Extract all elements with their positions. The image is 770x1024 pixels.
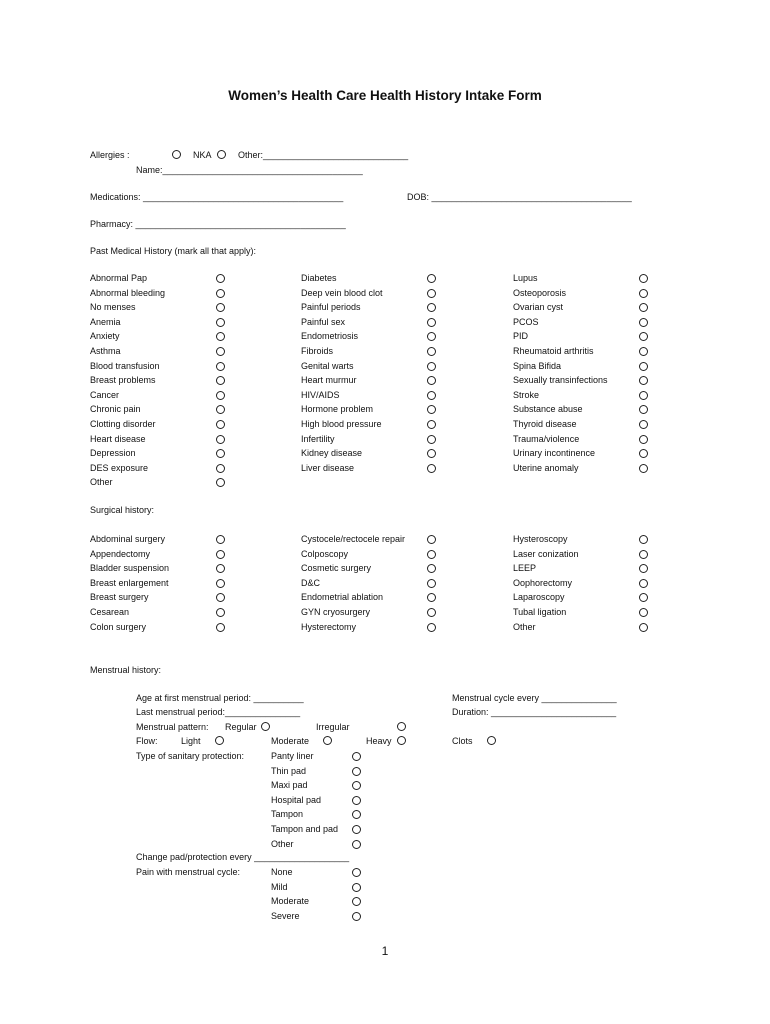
surgery-label: Cystocele/rectocele repair <box>301 534 406 544</box>
surgery-radio[interactable] <box>427 579 436 588</box>
condition-radio[interactable] <box>639 318 648 327</box>
surgery-radio[interactable] <box>427 550 436 559</box>
condition-radio[interactable] <box>639 435 648 444</box>
condition-label: Kidney disease <box>301 448 363 459</box>
pain-option-radio[interactable] <box>352 883 361 892</box>
pain-label: Pain with menstrual cycle: <box>136 867 241 877</box>
regular-radio[interactable] <box>261 722 270 731</box>
condition-label: Genital warts <box>301 360 354 371</box>
condition-label: Fibroids <box>301 346 334 356</box>
past-medical-heading: Past Medical History (mark all that apply): <box>90 246 257 256</box>
surgery-label: Breast surgery <box>90 592 149 603</box>
condition-radio[interactable] <box>639 376 648 385</box>
surgery-radio[interactable] <box>639 535 648 544</box>
condition-label: Sexually transinfections <box>513 375 608 386</box>
sanitary-option-radio[interactable] <box>352 840 361 849</box>
surgery-label: Oophorectomy <box>513 577 573 588</box>
condition-label: Thyroid disease <box>513 419 577 429</box>
medications-field[interactable]: Medications: ________________________________________ <box>90 192 344 202</box>
sanitary-option-label: Hospital pad <box>271 794 322 805</box>
pain-option-label: Moderate <box>271 896 310 907</box>
surgery-label: Cosmetic surgery <box>301 563 372 574</box>
surgery-radio[interactable] <box>427 623 436 632</box>
sanitary-option-label: Maxi pad <box>271 780 308 791</box>
condition-radio[interactable] <box>216 391 225 400</box>
surgery-radio[interactable] <box>216 550 225 559</box>
condition-label: Liver disease <box>301 462 355 473</box>
condition-label: Rheumatoid arthritis <box>513 346 594 356</box>
condition-radio[interactable] <box>427 332 436 341</box>
condition-radio[interactable] <box>216 274 225 283</box>
surgery-radio[interactable] <box>216 593 225 602</box>
condition-radio[interactable] <box>216 347 225 356</box>
condition-radio[interactable] <box>216 376 225 385</box>
surgery-radio[interactable] <box>639 564 648 573</box>
surgery-radio[interactable] <box>216 608 225 617</box>
sanitary-option-radio[interactable] <box>352 781 361 790</box>
pain-option-radio[interactable] <box>352 897 361 906</box>
condition-radio[interactable] <box>639 420 648 429</box>
surgery-radio[interactable] <box>216 623 225 632</box>
surgery-label: Colon surgery <box>90 621 147 632</box>
condition-radio[interactable] <box>216 449 225 458</box>
condition-label: Chronic pain <box>90 404 141 415</box>
pharmacy-field[interactable]: Pharmacy: __________________________________________ <box>90 219 346 229</box>
condition-label: Lupus <box>513 273 538 283</box>
condition-label: Blood transfusion <box>90 360 160 371</box>
sanitary-option-label: Tampon <box>271 809 304 820</box>
irregular-label: Irregular <box>316 722 350 732</box>
pain-option-label: None <box>271 867 293 877</box>
heavy-radio[interactable] <box>397 736 406 745</box>
other-allergy-radio[interactable] <box>217 150 226 159</box>
surgery-label: Other <box>513 621 536 632</box>
page-number: 1 <box>381 944 389 958</box>
condition-radio[interactable] <box>639 391 648 400</box>
condition-radio[interactable] <box>639 449 648 458</box>
condition-label: Infertility <box>301 433 335 444</box>
condition-label: Abnormal Pap <box>90 273 148 283</box>
pain-option-label: Severe <box>271 910 300 921</box>
condition-label: Cancer <box>90 389 120 400</box>
condition-label: Substance abuse <box>513 404 583 415</box>
moderate-flow-radio[interactable] <box>323 736 332 745</box>
condition-label: Heart disease <box>90 433 146 444</box>
pattern-label: Menstrual pattern: <box>136 722 209 732</box>
condition-label: Abnormal bleeding <box>90 287 166 298</box>
surgery-label: Tubal ligation <box>513 607 567 617</box>
heavy-label: Heavy <box>366 736 392 746</box>
condition-label: HIV/AIDS <box>301 389 340 400</box>
condition-radio[interactable] <box>216 478 225 487</box>
surgery-radio[interactable] <box>639 623 648 632</box>
surgery-label: D&C <box>301 577 321 588</box>
condition-radio[interactable] <box>639 289 648 298</box>
pain-option-radio[interactable] <box>352 912 361 921</box>
last-period-field[interactable]: Last menstrual period:_______________ <box>136 707 301 717</box>
clots-radio[interactable] <box>487 736 496 745</box>
condition-radio[interactable] <box>427 274 436 283</box>
condition-label: No menses <box>90 302 136 313</box>
surgical-heading: Surgical history: <box>90 505 155 515</box>
surgery-radio[interactable] <box>427 593 436 602</box>
condition-radio[interactable] <box>216 362 225 371</box>
moderate-flow-label: Moderate <box>271 736 310 746</box>
allergies-label: Allergies : <box>90 150 130 160</box>
sanitary-option-label: Panty liner <box>271 751 314 761</box>
change-pad-field[interactable]: Change pad/protection every ___________________ <box>136 852 350 862</box>
regular-label: Regular <box>225 722 257 732</box>
condition-radio[interactable] <box>639 405 648 414</box>
condition-radio[interactable] <box>216 318 225 327</box>
pain-option-label: Mild <box>271 881 288 892</box>
surgery-radio[interactable] <box>639 593 648 602</box>
condition-label: Heart murmur <box>301 375 357 386</box>
irregular-radio[interactable] <box>397 722 406 731</box>
condition-label: Endometriosis <box>301 331 359 342</box>
condition-label: Deep vein blood clot <box>301 287 383 298</box>
condition-label: DES exposure <box>90 462 149 473</box>
surgery-label: Cesarean <box>90 607 130 617</box>
condition-label: PCOS <box>513 316 539 327</box>
condition-radio[interactable] <box>216 435 225 444</box>
condition-radio[interactable] <box>427 405 436 414</box>
condition-radio[interactable] <box>216 289 225 298</box>
condition-label: Other <box>90 477 113 488</box>
condition-label: High blood pressure <box>301 419 382 429</box>
sanitary-option-radio[interactable] <box>352 767 361 776</box>
sanitary-option-radio[interactable] <box>352 825 361 834</box>
surgery-label: Endometrial ablation <box>301 592 384 603</box>
condition-radio[interactable] <box>639 464 648 473</box>
condition-radio[interactable] <box>427 464 436 473</box>
surgery-label: LEEP <box>513 563 537 574</box>
condition-label: Trauma/violence <box>513 433 580 444</box>
surgery-label: Laparoscopy <box>513 592 565 603</box>
condition-label: Painful sex <box>301 316 346 327</box>
light-label: Light <box>181 736 201 746</box>
condition-label: Stroke <box>513 389 540 400</box>
condition-label: Anemia <box>90 316 121 327</box>
pain-option-radio[interactable] <box>352 868 361 877</box>
surgery-label: Breast enlargement <box>90 577 169 588</box>
surgery-radio[interactable] <box>639 579 648 588</box>
surgery-label: Hysterectomy <box>301 621 357 632</box>
condition-radio[interactable] <box>216 332 225 341</box>
surgery-radio[interactable] <box>639 550 648 559</box>
cycle-every-field[interactable]: Menstrual cycle every _______________ <box>452 693 617 703</box>
clots-label: Clots <box>452 736 473 746</box>
condition-radio[interactable] <box>427 318 436 327</box>
allergy-name-field[interactable]: Name:________________________________________ <box>136 165 363 175</box>
surgery-label: Abdominal surgery <box>90 534 166 544</box>
condition-radio[interactable] <box>216 405 225 414</box>
nka-radio[interactable] <box>172 150 181 159</box>
menstrual-heading: Menstrual history: <box>90 665 162 675</box>
flow-label: Flow: <box>136 736 158 746</box>
condition-radio[interactable] <box>427 435 436 444</box>
condition-label: Asthma <box>90 346 121 356</box>
surgery-radio[interactable] <box>427 535 436 544</box>
surgery-radio[interactable] <box>216 564 225 573</box>
page-title: Women’s Health Care Health History Intake Form <box>228 88 542 103</box>
surgery-radio[interactable] <box>639 608 648 617</box>
dob-field[interactable]: DOB: ________________________________________ <box>407 192 632 202</box>
condition-label: Urinary incontinence <box>513 448 596 459</box>
sanitary-option-label: Thin pad <box>271 765 307 776</box>
condition-label: Anxiety <box>90 331 120 342</box>
condition-label: Hormone problem <box>301 404 374 415</box>
sanitary-option-radio[interactable] <box>352 810 361 819</box>
condition-radio[interactable] <box>639 347 648 356</box>
condition-label: Painful periods <box>301 302 361 313</box>
condition-radio[interactable] <box>427 420 436 429</box>
nka-label: NKA <box>193 150 212 160</box>
surgery-label: Laser conization <box>513 548 579 559</box>
condition-radio[interactable] <box>427 362 436 371</box>
surgery-radio[interactable] <box>427 608 436 617</box>
sanitary-option-radio[interactable] <box>352 796 361 805</box>
surgery-label: GYN cryosurgery <box>301 607 371 617</box>
condition-radio[interactable] <box>639 362 648 371</box>
surgery-label: Colposcopy <box>301 548 349 559</box>
age-first-period-field[interactable]: Age at first menstrual period: __________ <box>136 693 304 703</box>
sanitary-option-radio[interactable] <box>352 752 361 761</box>
condition-radio[interactable] <box>216 464 225 473</box>
condition-radio[interactable] <box>427 376 436 385</box>
condition-label: PID <box>513 331 529 342</box>
condition-radio[interactable] <box>427 303 436 312</box>
sanitary-option-label: Other <box>271 838 294 849</box>
condition-label: Breast problems <box>90 375 156 386</box>
condition-label: Uterine anomaly <box>513 462 579 473</box>
condition-label: Depression <box>90 448 136 459</box>
other-allergy-field[interactable]: Other:_____________________________ <box>238 150 409 160</box>
condition-radio[interactable] <box>639 303 648 312</box>
condition-label: Osteoporosis <box>513 287 567 298</box>
surgery-label: Bladder suspension <box>90 563 170 574</box>
condition-radio[interactable] <box>427 289 436 298</box>
surgery-radio[interactable] <box>216 579 225 588</box>
condition-radio[interactable] <box>427 449 436 458</box>
condition-radio[interactable] <box>427 347 436 356</box>
surgery-label: Hysteroscopy <box>513 534 568 544</box>
duration-field[interactable]: Duration: _________________________ <box>452 707 617 717</box>
condition-label: Spina Bifida <box>513 360 562 371</box>
surgery-label: Appendectomy <box>90 548 151 559</box>
sanitary-label: Type of sanitary protection: <box>136 751 245 761</box>
condition-label: Diabetes <box>301 273 337 283</box>
condition-radio[interactable] <box>216 420 225 429</box>
condition-radio[interactable] <box>639 332 648 341</box>
condition-label: Clotting disorder <box>90 419 156 429</box>
sanitary-option-label: Tampon and pad <box>271 824 339 834</box>
light-radio[interactable] <box>215 736 224 745</box>
condition-radio[interactable] <box>639 274 648 283</box>
surgery-radio[interactable] <box>216 535 225 544</box>
condition-radio[interactable] <box>216 303 225 312</box>
condition-label: Ovarian cyst <box>513 302 564 313</box>
surgery-radio[interactable] <box>427 564 436 573</box>
condition-radio[interactable] <box>427 391 436 400</box>
